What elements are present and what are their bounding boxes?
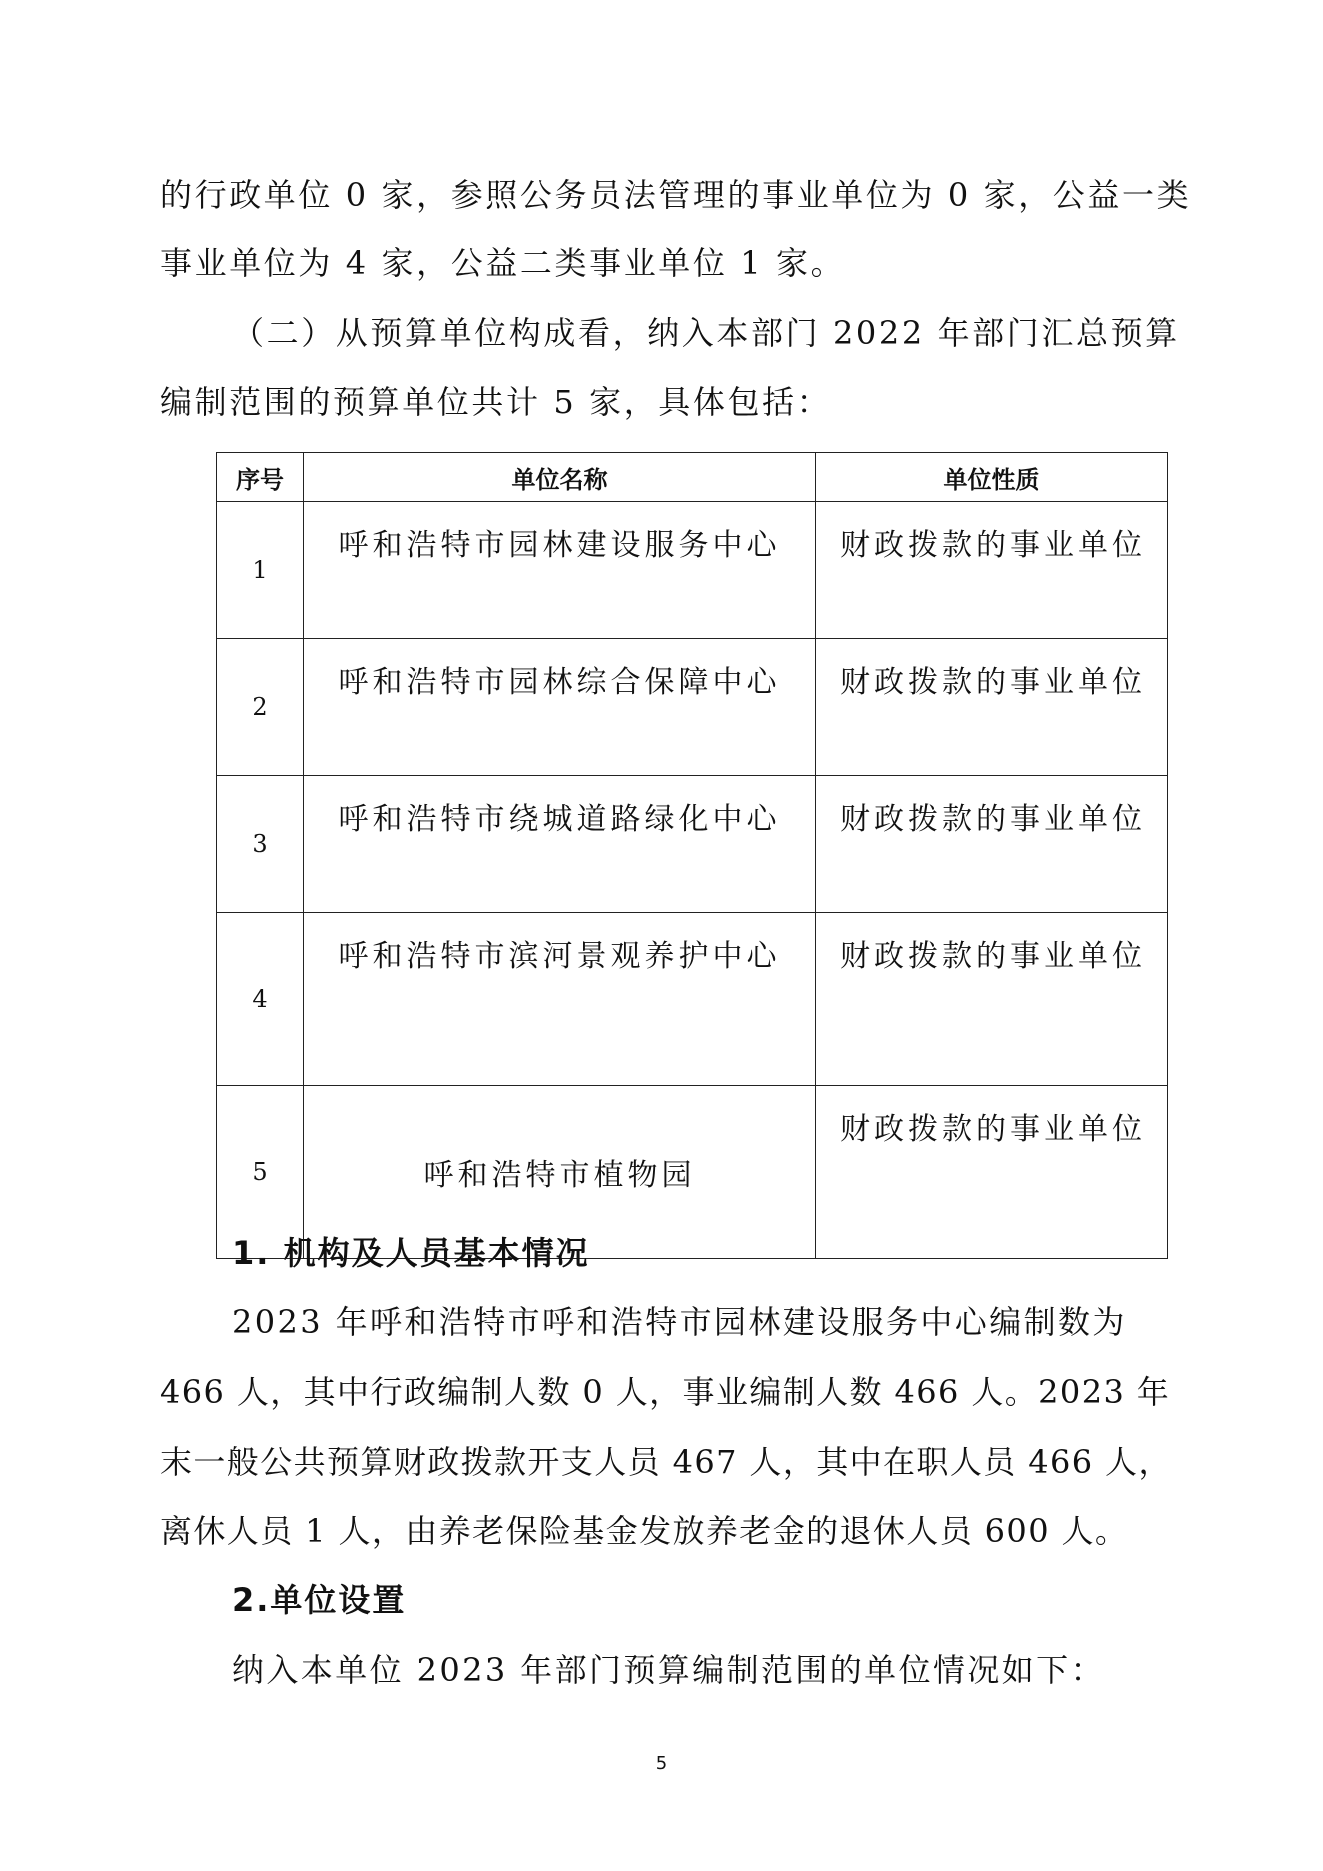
header-seq: 序号 <box>217 453 304 502</box>
intro-line-3: （二）从预算单位构成看，纳入本部门 2022 年部门汇总预算 <box>232 314 1180 352</box>
row-unit-type: 财政拨款的事业单位 <box>816 639 1168 776</box>
intro-line-2: 事业单位为 4 家，公益二类事业单位 1 家。 <box>160 244 846 282</box>
row-unit-type: 财政拨款的事业单位 <box>816 913 1168 1086</box>
table-row <box>217 502 1168 639</box>
row-unit-type: 财政拨款的事业单位 <box>816 502 1168 639</box>
section-2-heading: 2.单位设置 <box>232 1581 407 1619</box>
row-unit-name: 呼和浩特市园林综合保障中心 <box>304 639 816 776</box>
intro-line-4: 编制范围的预算单位共计 5 家，具体包括： <box>160 383 832 421</box>
row-seq: 3 <box>217 776 304 913</box>
header-unit-type: 单位性质 <box>816 453 1168 502</box>
row-seq: 1 <box>217 502 304 639</box>
row-seq: 2 <box>217 639 304 776</box>
intro-line-1: 的行政单位 0 家，参照公务员法管理的事业单位为 0 家，公益一类 <box>160 176 1192 214</box>
table-row <box>217 639 1168 776</box>
section-2-line-1: 纳入本单位 2023 年部门预算编制范围的单位情况如下： <box>232 1651 1105 1689</box>
section-1-line-2: 466 人，其中行政编制人数 0 人，事业编制人数 466 人。2023 年 <box>160 1373 1171 1411</box>
row-seq: 4 <box>217 913 304 1086</box>
table-header-row <box>217 453 1168 502</box>
section-1-heading: 1. 机构及人员基本情况 <box>232 1234 590 1272</box>
budget-units-table <box>216 452 1168 1259</box>
section-1-line-1: 2023 年呼和浩特市呼和浩特市园林建设服务中心编制数为 <box>232 1303 1127 1341</box>
section-1-line-3: 末一般公共预算财政拨款开支人员 467 人，其中在职人员 466 人， <box>160 1443 1172 1481</box>
table-row <box>217 776 1168 913</box>
row-unit-type: 财政拨款的事业单位 <box>816 776 1168 913</box>
row-unit-name: 呼和浩特市绕城道路绿化中心 <box>304 776 816 913</box>
row-seq: 5 <box>217 1086 304 1259</box>
section-1-line-4: 离休人员 1 人，由养老保险基金发放养老金的退休人员 600 人。 <box>160 1512 1129 1550</box>
row-unit-name: 呼和浩特市植物园 <box>304 1086 816 1259</box>
row-unit-name: 呼和浩特市滨河景观养护中心 <box>304 913 816 1086</box>
page-number: 5 <box>655 1753 668 1774</box>
row-unit-type: 财政拨款的事业单位 <box>816 1086 1168 1259</box>
header-unit-name: 单位名称 <box>304 453 816 502</box>
table-row <box>217 913 1168 1086</box>
row-unit-name: 呼和浩特市园林建设服务中心 <box>304 502 816 639</box>
